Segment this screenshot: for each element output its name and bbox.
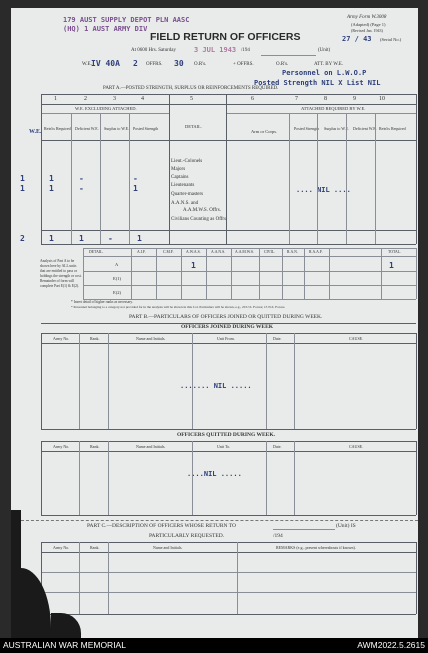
quitted-head-bottom — [41, 451, 416, 452]
row1-c2: 1 — [49, 174, 54, 183]
analysis-col — [156, 248, 157, 299]
attached-required: ATTACHED REQUIRED BY W.E. — [301, 106, 366, 111]
col-num-3: 3 — [113, 96, 116, 102]
part-c-col — [237, 542, 238, 614]
joined-head-top — [41, 333, 416, 334]
analysis-head-cmf: C.M.F. — [163, 250, 174, 254]
col-num-10: 10 — [379, 96, 385, 102]
unit-underline — [261, 55, 316, 56]
unit-stamp-line2: (HQ) 1 AUST ARMY DIV — [63, 25, 148, 33]
ors-value: 30 — [174, 59, 184, 68]
rank-lt-colonels: Lieut.-Colonels — [171, 159, 203, 164]
col-num-1: 1 — [54, 96, 57, 102]
col-line — [416, 94, 417, 244]
col-num-7: 7 — [295, 96, 298, 102]
quitted-col — [41, 441, 42, 515]
detail-head: DETAIL. — [185, 124, 203, 129]
quitted-head-rank: Rank. — [90, 444, 100, 449]
analysis-col — [206, 248, 207, 299]
analysis-col — [416, 248, 417, 299]
quitted-col — [192, 441, 193, 515]
offrs-value: 2 — [133, 59, 138, 68]
unit-label: (Unit) — [318, 48, 331, 53]
rank-lieutenants: Lieutenants — [171, 183, 195, 188]
quitted-head-name: Name and Initials. — [136, 444, 166, 449]
subhead-posted-right: Posted Strength — [294, 126, 320, 131]
joined-col — [192, 333, 193, 429]
total-bottom-rule — [41, 244, 416, 245]
rank-aans: A.A.N.S. and — [171, 201, 199, 206]
ors-label: O.R's. — [194, 62, 207, 67]
row1-c3: - — [79, 174, 84, 183]
perforation — [11, 520, 418, 521]
col-num-8: 8 — [324, 96, 327, 102]
rank-quartermasters: Quarter-masters — [171, 192, 204, 197]
date-stamp: 3 JUL 1943 — [194, 46, 237, 54]
col-num-6: 6 — [251, 96, 254, 102]
part-c-head-remarks: REMARKS (e.g., present whereabouts if known). — [276, 545, 356, 550]
quitted-title: OFFICERS QUITTED DURING WEEK. — [177, 432, 275, 438]
we-label: W.E. — [82, 62, 92, 67]
row2-c3: - — [79, 184, 84, 193]
part-a-nil: .... NIL .... — [296, 186, 351, 194]
joined-col — [108, 333, 109, 429]
subhead-reints-right: Rein'ts Required — [379, 126, 406, 131]
joined-col — [79, 333, 80, 429]
footnote-1: * Insert detail of higher ranks as necessary. — [71, 300, 133, 304]
subhead-deficient: Deficient W.E. — [75, 126, 99, 131]
part-c-col — [416, 542, 417, 614]
analysis-col — [259, 248, 260, 299]
analysis-cmf-value: 1 — [191, 261, 196, 270]
analysis-total-value: 1 — [389, 261, 394, 270]
quitted-nil: ....NIL ..... — [187, 470, 242, 478]
quitted-col — [108, 441, 109, 515]
rank-majors: Majors — [171, 167, 186, 172]
quitted-col — [266, 441, 267, 515]
quitted-head-armyno: Army No. — [53, 444, 70, 449]
year-prefix: /194 — [241, 48, 250, 53]
part-c-year: /194 — [273, 533, 283, 539]
analysis-head-aans: A.A.N.S. — [211, 250, 226, 254]
analysis-row-e2: E(2) — [113, 290, 121, 295]
quitted-head-date: Date. — [273, 444, 282, 449]
part-c-title: PART C.—DESCRIPTION OF OFFICERS WHOSE RETURN TO — [87, 523, 236, 529]
form-title: FIELD RETURN OF OFFICERS — [150, 31, 301, 43]
quitted-bottom — [41, 515, 416, 516]
analysis-row-a: A — [115, 262, 119, 267]
paper-damage — [11, 568, 51, 640]
row1-c4: - — [133, 174, 138, 183]
joined-head-name: Name and Initials. — [136, 336, 166, 341]
col-line — [289, 113, 290, 244]
col-line — [317, 113, 318, 244]
analysis-head-total: TOTAL. — [388, 250, 402, 254]
part-c-head-top — [41, 542, 416, 543]
part-a-top-rule — [41, 94, 416, 95]
rank-captains: Captains — [171, 175, 189, 180]
analysis-sep — [83, 285, 416, 286]
subhead-surplus-right: Surplus to W.E. — [324, 126, 350, 131]
row1-c1: 1 — [20, 174, 25, 183]
analysis-note: Analysis of Part A to be shown here by ALL units that are entitled to pass or holdings the strength or cost. Remainder of form will complete Part E(1) & E(2). — [40, 259, 82, 288]
unit-stamp-line1: 179 AUST SUPPLY DEPOT PLN AASC — [63, 16, 190, 24]
serial-number: 27 / 43 — [342, 35, 372, 43]
col-num-2: 2 — [84, 96, 87, 102]
analysis-sep — [83, 256, 416, 257]
subhead-rule-left — [41, 113, 169, 114]
paper-damage-2 — [51, 613, 81, 640]
analysis-head-ran: R.A.N. — [287, 250, 298, 254]
part-c-unit-underline — [273, 529, 335, 530]
joined-col — [416, 333, 417, 429]
part-c-col — [79, 542, 80, 614]
form-ref-line2: (Adapted) (Page 1) — [351, 22, 386, 27]
subhead-posted: Posted Strength — [133, 126, 159, 131]
analysis-head-aif: A.I.F. — [137, 250, 146, 254]
total-c3: 1 — [79, 234, 84, 243]
rank-aamws: A.A.M.W.S. Offrs. — [183, 208, 221, 213]
total-top-rule — [41, 230, 416, 231]
analysis-head-detail: DETAIL. — [89, 250, 104, 254]
document-page — [11, 8, 418, 640]
date-prefix: At 0600 Hrs. Saturday — [131, 48, 176, 53]
part-c-head-armyno: Army No. — [53, 545, 70, 550]
row2-c2: 1 — [49, 184, 54, 193]
part-c-unit: (Unit) IS — [336, 523, 356, 529]
joined-col — [41, 333, 42, 429]
analysis-head-civil: CIVIL. — [264, 250, 276, 254]
analysis-col — [282, 248, 283, 299]
analysis-col — [329, 248, 330, 299]
total-c4: - — [108, 234, 113, 243]
total-c2: 1 — [49, 234, 54, 243]
subhead-rule-right — [226, 113, 416, 114]
form-ref-line3: (Revised Jan. 1943) — [351, 28, 383, 33]
joined-head-armyno: Army No. — [53, 336, 70, 341]
col-num-5: 5 — [190, 96, 193, 102]
analysis-head-raaf: R.A.A.F. — [309, 250, 323, 254]
col-line — [375, 113, 376, 244]
part-c-head-bottom — [41, 552, 416, 553]
col-line — [346, 113, 347, 244]
part-c-head-rank: Rank. — [90, 545, 100, 550]
analysis-col — [181, 248, 182, 299]
we-row-label: W.E. — [29, 129, 42, 135]
row2-c1: 1 — [20, 184, 25, 193]
col-num-9: 9 — [353, 96, 356, 102]
analysis-col — [131, 248, 132, 299]
joined-col — [294, 333, 295, 429]
part-a-title: PART A.—POSTED STRENGTH, SURPLUS OR REINFORCEMENTS REQUIRED. — [103, 86, 279, 91]
col-num-4: 4 — [141, 96, 144, 102]
we-excluding-attached: W.E. EXCLUDING ATTACHED. — [75, 106, 137, 111]
archive-footer — [0, 638, 428, 653]
quitted-col — [294, 441, 295, 515]
att-label: ATT. BY W.E. — [314, 62, 344, 67]
part-c-row — [41, 592, 416, 593]
analysis-top — [83, 248, 416, 249]
part-c-requested: PARTICULARLY REQUESTED. — [149, 533, 225, 539]
archive-name: AUSTRALIAN WAR MEMORIAL — [3, 640, 126, 650]
analysis-row-e1: E(1) — [113, 276, 121, 281]
quitted-col — [416, 441, 417, 515]
analysis-col — [381, 248, 382, 299]
col-line — [100, 113, 101, 244]
joined-head-date: Date. — [273, 336, 282, 341]
offrs-label: OFFRS. — [146, 62, 163, 67]
rank-civilians: Civilians Counting as Offrs. — [171, 217, 228, 222]
form-ref-line1: Army Form W.3008 — [347, 15, 387, 20]
col-line — [41, 94, 42, 244]
analysis-sep — [83, 271, 416, 272]
joined-nil: ....... NIL ..... — [180, 382, 252, 390]
analysis-col — [83, 248, 84, 299]
part-c-bottom — [41, 614, 416, 615]
joined-bottom — [41, 429, 416, 430]
col-line — [169, 94, 170, 244]
posted-strength-nil: Posted Strength NIL X List NIL — [254, 79, 381, 87]
footnote-2: * Personnel belonging to a category not provided for in the analysis will be shown in this Col. Particulars will be shown, e.g., 20 U.S. Forces; 15 N.Z. Forces. — [71, 305, 286, 309]
subhead-reints: Rein'ts Required — [44, 126, 71, 131]
we-value: IV 40A — [91, 59, 120, 68]
analysis-head-awas: A.W.A.S. — [186, 250, 201, 254]
analysis-col — [304, 248, 305, 299]
paper-damage-edge — [11, 510, 21, 570]
joined-head-cause: CAUSE. — [349, 336, 364, 341]
part-b-title: PART B.—PARTICULARS OF OFFICERS JOINED OR QUITTED DURING WEEK. — [129, 314, 323, 320]
part-c-head-name: Name and Initials. — [153, 545, 183, 550]
subhead-surplus: Surplus to W.E. — [104, 126, 130, 131]
part-c-row — [41, 572, 416, 573]
quitted-head-top — [41, 441, 416, 442]
part-c-col — [108, 542, 109, 614]
offrs2-label: + OFFRS. — [233, 62, 254, 67]
joined-head-rank: Rank. — [90, 336, 100, 341]
personnel-lwop: Personnel on L.W.O.P — [282, 69, 367, 77]
serial-label: (Serial No.) — [380, 37, 402, 42]
analysis-col — [231, 248, 232, 299]
colnum-rule — [41, 104, 416, 105]
quitted-head-cause: CAUSE. — [349, 444, 364, 449]
joined-col — [266, 333, 267, 429]
joined-head-bottom — [41, 343, 416, 344]
quitted-head-unitto: Unit To. — [217, 444, 231, 449]
joined-title: OFFICERS JOINED DURING WEEK — [181, 324, 274, 330]
total-c1: 2 — [20, 234, 25, 243]
joined-head-unitfrom: Unit From. — [217, 336, 235, 341]
row2-c4: 1 — [133, 184, 138, 193]
col-line — [71, 113, 72, 244]
total-c5: 1 — [137, 234, 142, 243]
quitted-col — [79, 441, 80, 515]
col-line — [129, 113, 130, 244]
archive-id: AWM2022.5.2615 — [357, 640, 425, 650]
col-line — [226, 94, 227, 244]
subhead-deficient-right: Deficient W.E. — [353, 126, 377, 131]
arm-corps-head: Arm or Corps. — [251, 129, 278, 134]
header-bottom-rule — [41, 140, 416, 141]
analysis-head-aamws: A.A.M.W.S. — [235, 250, 254, 254]
ors2-label: O.R's. — [276, 62, 289, 67]
